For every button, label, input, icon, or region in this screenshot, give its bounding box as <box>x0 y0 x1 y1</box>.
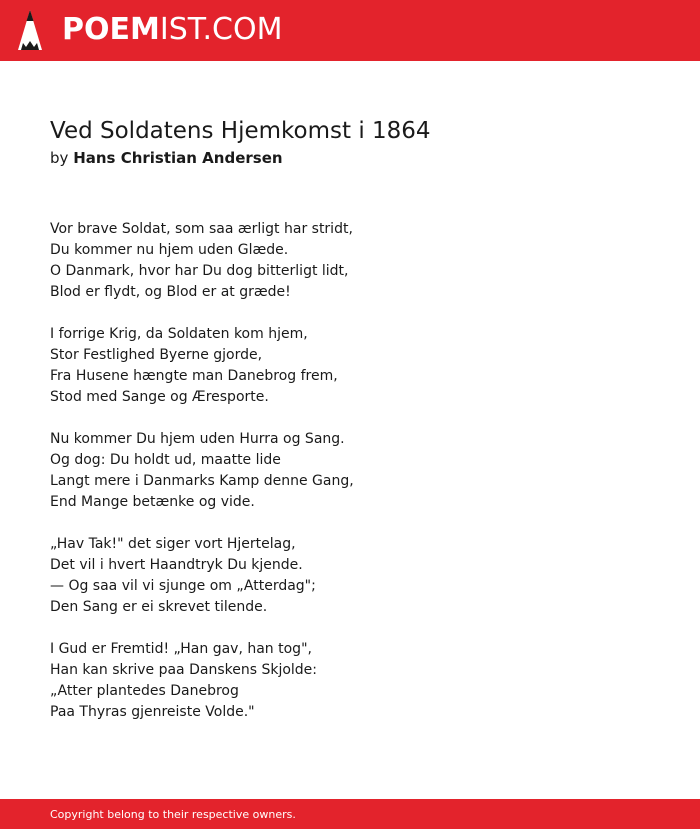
stanza <box>50 219 650 303</box>
poem-line: Og dog: Du holdt ud, maatte lide <box>50 452 281 468</box>
logo-light-text: IST.COM <box>159 12 283 47</box>
poem-line: Nu kommer Du hjem uden Hurra og Sang. <box>50 431 345 447</box>
stanza <box>50 639 650 723</box>
poem-line: Du kommer nu hjem uden Glæde. <box>50 242 289 258</box>
poem-line: Blod er flydt, og Blod er at græde! <box>50 284 291 300</box>
site-header <box>0 0 700 61</box>
poem-line: End Mange betænke og vide. <box>50 494 255 510</box>
copyright-text: Copyright belong to their respective owners. <box>50 808 296 821</box>
poem-title: Ved Soldatens Hjemkomst i 1864 <box>50 118 431 144</box>
poem-line: O Danmark, hvor har Du dog bitterligt lidt, <box>50 263 349 279</box>
poem-line: — Og saa vil vi sjunge om „Atterdag"; <box>50 578 316 594</box>
poem-line: Langt mere i Danmarks Kamp denne Gang, <box>50 473 354 489</box>
poem-line: Han kan skrive paa Danskens Skjolde: <box>50 662 318 678</box>
site-footer <box>0 799 700 829</box>
by-label: by <box>50 149 69 167</box>
poem-line: „Atter plantedes Danebrog <box>50 683 239 699</box>
stanza <box>50 324 650 408</box>
poem-line: Den Sang er ei skrevet tilende. <box>50 599 268 615</box>
pencil-icon[interactable] <box>18 10 42 50</box>
author-name[interactable]: Hans Christian Andersen <box>73 149 283 167</box>
logo-bold-text: POEM <box>62 12 160 47</box>
poem-line: Det vil i hvert Haandtryk Du kjende. <box>50 557 303 573</box>
byline <box>50 148 283 168</box>
poem-line: I Gud er Fremtid! „Han gav, han tog", <box>50 641 312 657</box>
poem-line: I forrige Krig, da Soldaten kom hjem, <box>50 326 308 342</box>
poem-body <box>50 219 650 744</box>
stanza <box>50 534 650 618</box>
poem-line: Stor Festlighed Byerne gjorde, <box>50 347 263 363</box>
poem-line: Paa Thyras gjenreiste Volde." <box>50 704 255 720</box>
stanza <box>50 429 650 513</box>
poem-line: Stod med Sange og Æresporte. <box>50 389 269 405</box>
site-logo[interactable] <box>62 12 282 48</box>
poem-line: „Hav Tak!" det siger vort Hjertelag, <box>50 536 296 552</box>
poem-line: Fra Husene hængte man Danebrog frem, <box>50 368 338 384</box>
poem-line: Vor brave Soldat, som saa ærligt har stridt, <box>50 221 353 237</box>
